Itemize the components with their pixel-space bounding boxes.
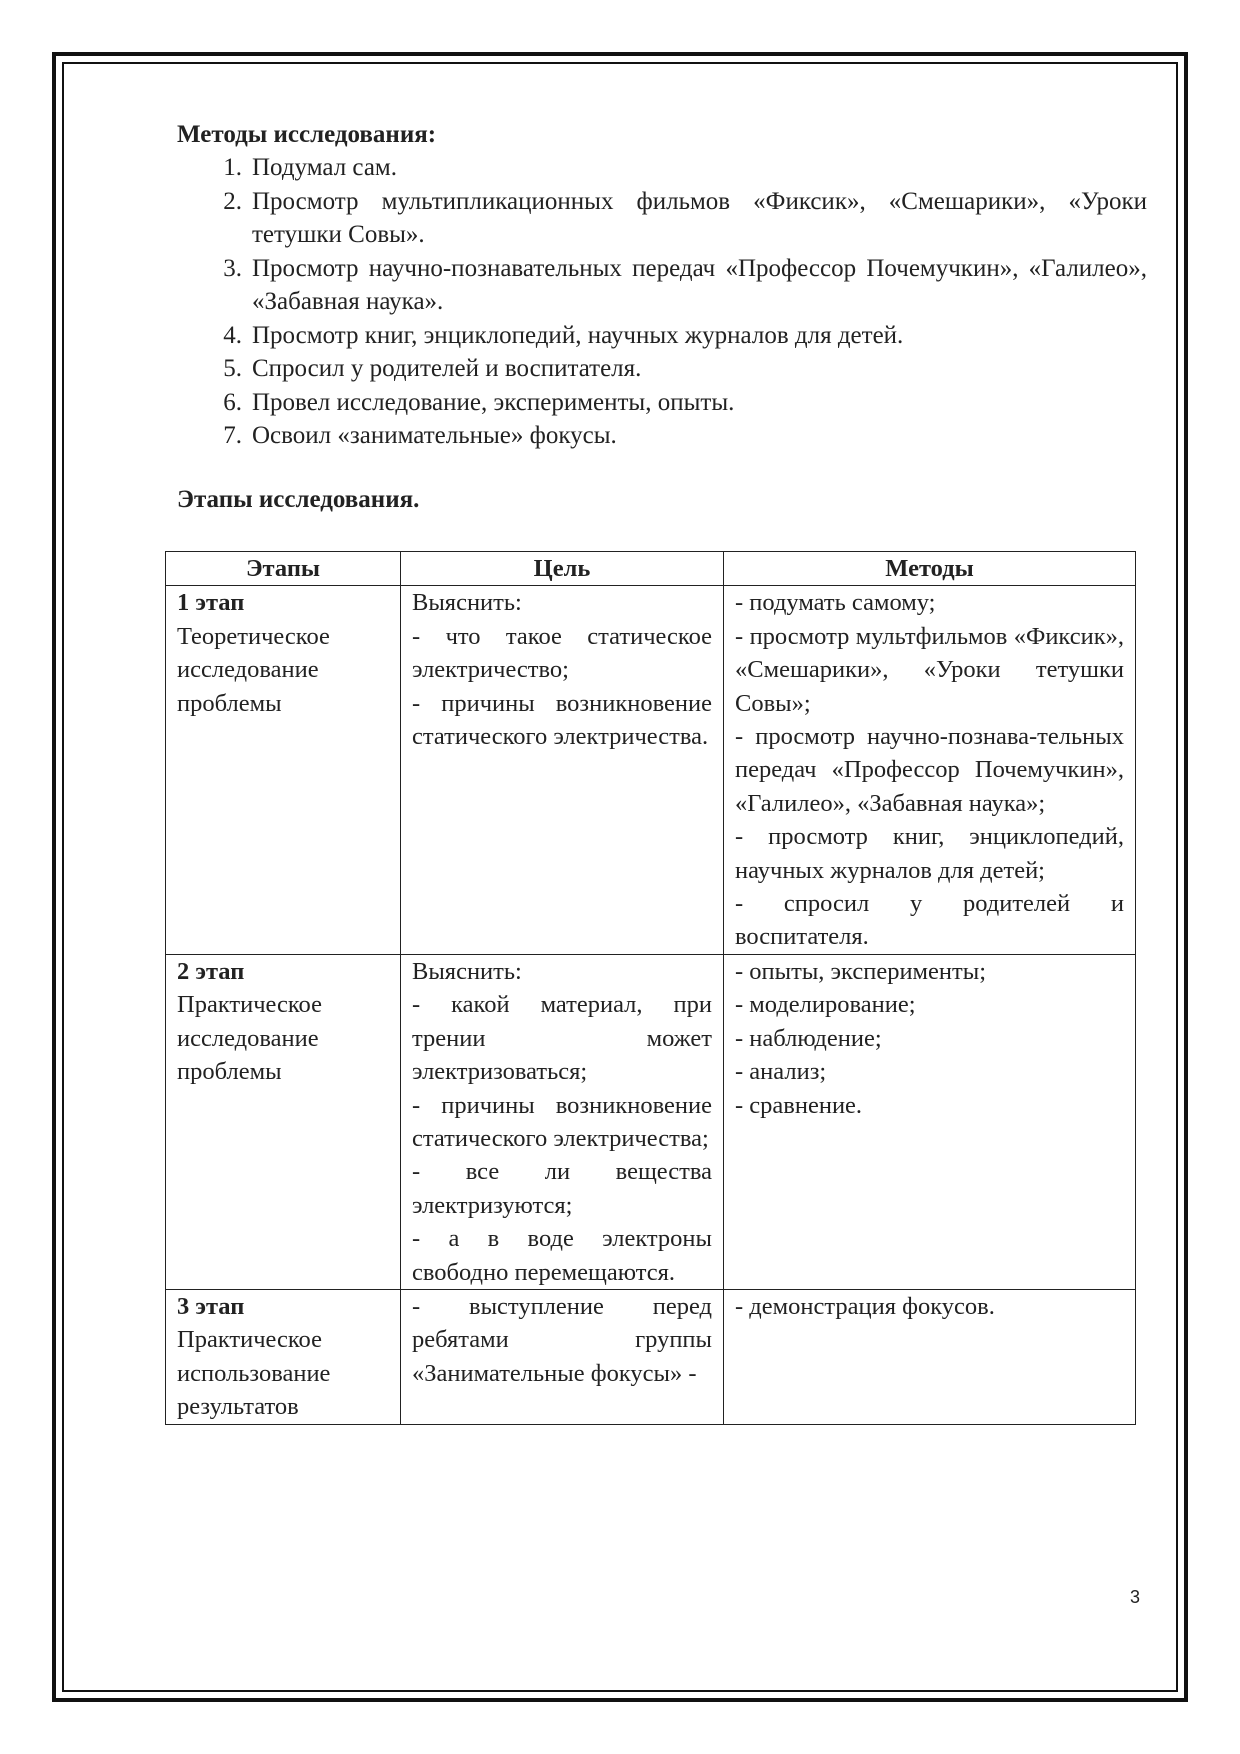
method-line: - спросил у родителей и воспитателя.	[735, 890, 1124, 951]
table-row	[166, 586, 1136, 954]
goal-line: Выяснить:	[412, 589, 522, 617]
goal-line: - выступление перед ребятами группы «Занимательные фокусы» -	[412, 1292, 712, 1387]
header-goal: Цель	[401, 552, 724, 586]
stage-description: Практическое использование результатов	[177, 1326, 331, 1421]
method-line: - просмотр книг, энциклопедий, научных журналов для детей;	[735, 823, 1124, 884]
list-item: 6. Провел исследование, эксперименты, опыты.	[223, 388, 735, 416]
list-item: 7. Освоил «занимательные» фокусы.	[223, 422, 617, 449]
stages-title: Этапы исследования.	[177, 485, 420, 513]
method-line: - моделирование;	[735, 991, 916, 1019]
list-item: 2. Просмотр мультипликационных фильмов «Фиксик», «Смешарики», «Уроки тетушки Совы».	[223, 187, 1147, 248]
method-line: - анализ;	[735, 1058, 827, 1086]
method-line: - наблюдение;	[735, 1024, 882, 1052]
goal-line: - а в воде электроны свободно перемещаются.	[412, 1225, 712, 1286]
goal-cell	[401, 586, 724, 954]
stage-description: Теоретическое исследование проблемы	[177, 622, 330, 717]
goal-line: - причины возникновение статического электричества;	[412, 1091, 712, 1152]
method-line: - просмотр научно-познава-тельных передач «Профессор Почемучкин», «Галилео», «Забавная наука»;	[735, 723, 1124, 817]
goal-line: - причины возникновение статического электричества.	[412, 689, 712, 751]
methods-cell	[724, 586, 1136, 954]
stage-cell	[166, 954, 401, 1289]
list-item: 5. Спросил у родителей и воспитателя.	[223, 355, 642, 382]
method-line: - опыты, эксперименты;	[735, 957, 987, 985]
goal-cell	[401, 1289, 724, 1424]
method-line: - просмотр мультфильмов «Фиксик», «Смешарики», «Уроки тетушки Совы»;	[735, 622, 1124, 717]
stage-name: 3 этап	[177, 1292, 245, 1320]
method-line: - подумать самому;	[735, 589, 936, 617]
method-line: - демонстрация фокусов.	[735, 1292, 995, 1320]
goal-line: - что такое статическое электричество;	[412, 622, 712, 684]
header-stages: Этапы	[166, 552, 401, 586]
list-item: 1. Подумал сам.	[223, 154, 397, 181]
methods-cell	[724, 954, 1136, 1289]
stage-name: 1 этап	[177, 589, 245, 617]
list-item: 4. Просмотр книг, энциклопедий, научных журналов для детей.	[223, 321, 904, 349]
stages-table	[165, 551, 1136, 1425]
methods-list	[177, 151, 1147, 453]
goal-cell	[401, 954, 724, 1289]
list-item: 3. Просмотр научно-познавательных передач «Профессор Почемучкин», «Галилео», «Забавная наука».	[223, 254, 1147, 315]
stage-cell	[166, 586, 401, 954]
stage-name: 2 этап	[177, 957, 245, 985]
methods-title: Методы исследования:	[177, 121, 437, 148]
table-header-row	[166, 552, 1136, 586]
methods-cell	[724, 1289, 1136, 1424]
header-methods: Методы	[724, 552, 1136, 586]
document-content	[177, 118, 1147, 536]
stage-cell	[166, 1289, 401, 1424]
page-number: 3	[1130, 1587, 1141, 1607]
table-row	[166, 1289, 1136, 1424]
stage-description: Практическое исследование проблемы	[177, 991, 322, 1086]
goal-line: - все ли вещества электризуются;	[412, 1158, 712, 1219]
table-row	[166, 954, 1136, 1289]
goal-line: Выяснить:	[412, 957, 522, 985]
method-line: - сравнение.	[735, 1091, 863, 1119]
goal-line: - какой материал, при трении может электризоваться;	[412, 991, 712, 1086]
